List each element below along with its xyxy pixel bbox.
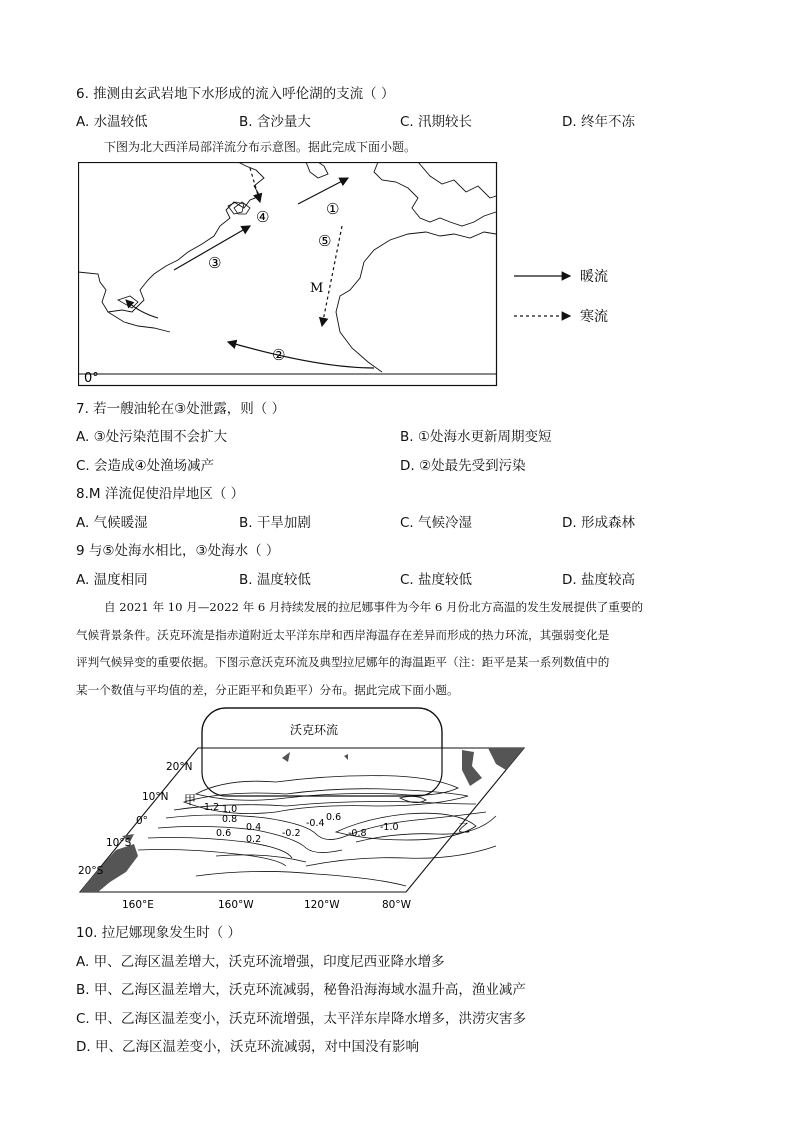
legend-warm-label: 暖流	[580, 269, 608, 285]
contour-label-0.2: 0.2	[246, 834, 262, 845]
contour-label-0.8: 0.8	[222, 814, 238, 825]
q8-option-b: B. 干旱加剧	[239, 515, 311, 531]
q10-stem: 10. 拉尼娜现象发生时（ ）	[76, 925, 242, 941]
contour-label-0.6: 0.6	[216, 828, 232, 839]
q10-option-b: B. 甲、乙海区温差增大，沃克环流减弱，秘鲁沿海海域水温升高，渔业减产	[76, 982, 526, 998]
q6-option-a: A. 水温较低	[76, 114, 148, 130]
lon-120w: 120°W	[304, 899, 340, 911]
contour-label-1.2: 1.2	[204, 802, 220, 813]
q6-option-c: C. 汛期较长	[400, 114, 473, 130]
lon-160w: 160°W	[218, 899, 254, 911]
contour-label-0.6b: 0.6	[326, 812, 342, 823]
q6-option-d: D. 终年不冻	[562, 114, 635, 130]
q9-option-c: C. 盐度较低	[400, 572, 473, 588]
walker-circulation-label: 沃克环流	[290, 723, 339, 737]
q8-option-a: A. 气候暖湿	[76, 515, 148, 531]
contour-label-neg0.4: -0.4	[306, 818, 325, 829]
q9-option-a: A. 温度相同	[76, 572, 148, 588]
contour-label-neg0.2: -0.2	[282, 828, 301, 839]
contour-label-neg0.8: -0.8	[348, 828, 367, 839]
label-1: ①	[326, 200, 340, 218]
q7-option-a: A. ③处污染范围不会扩大	[76, 429, 228, 445]
lat-20s: 20°S	[78, 865, 104, 877]
q7-option-c: C. 会造成④处渔场减产	[76, 458, 215, 474]
contour-label-neg1.0: -1.0	[380, 822, 399, 833]
q7-stem: 7. 若一艘油轮在③处泄露，则（ ）	[76, 401, 286, 417]
contour-label-0.4: 0.4	[246, 822, 262, 833]
equator-label: 0°	[84, 371, 99, 386]
q8-option-c: C. 气候冷湿	[400, 515, 473, 531]
lat-10s: 10°S	[106, 837, 132, 849]
lat-10n: 10°N	[142, 791, 169, 803]
intro-map1: 下图为北大西洋局部洋流分布示意图。据此完成下面小题。	[104, 140, 417, 154]
label-m: M	[310, 281, 324, 296]
intro2-line-3: 评判气候异变的重要依据。下图示意沃克环流及典型拉尼娜年的海温距平（注：距平是某一系列数值中的	[76, 655, 610, 670]
q7-option-d: D. ②处最先受到污染	[400, 458, 526, 474]
lat-20n: 20°N	[166, 761, 193, 773]
q9-option-b: B. 温度较低	[239, 572, 311, 588]
intro2-line-4: 某一个数值与平均值的差，分正距平和负距平）分布。据此完成下面小题。	[76, 682, 459, 697]
q6-option-b: B. 含沙量大	[239, 114, 311, 130]
q9-stem: 9 与⑤处海水相比，③处海水（ ）	[76, 543, 280, 559]
label-2: ②	[272, 346, 286, 364]
label-3: ③	[208, 254, 222, 272]
q10-option-a: A. 甲、乙海区温差增大，沃克环流增强，印度尼西亚降水增多	[76, 954, 445, 970]
q8-stem: 8.M 洋流促使沿岸地区（ ）	[76, 486, 245, 502]
intro-la-nina	[76, 594, 722, 704]
q10-option-d: D. 甲、乙海区温差变小，沃克环流减弱，对中国没有影响	[76, 1039, 419, 1055]
intro2-line-2: 气候背景条件。沃克环流是指赤道附近太平洋东岸和西岸海温存在差异而形成的热力环流，其强弱变化是	[76, 627, 610, 642]
lat-0: 0°	[136, 815, 148, 827]
region-jia: 甲	[184, 793, 197, 807]
region-yi: 乙	[458, 821, 471, 835]
walker-circulation-map	[76, 706, 536, 916]
atlantic-current-map	[78, 162, 638, 392]
map-frame	[79, 163, 497, 386]
q9-option-d: D. 盐度较高	[562, 572, 635, 588]
lon-80w: 80°W	[382, 899, 411, 911]
q10-option-c: C. 甲、乙海区温差变小，沃克环流增强，太平洋东岸降水增多，洪涝灾害多	[76, 1011, 527, 1027]
legend-cold-label: 寒流	[580, 309, 608, 325]
contour-label-1.0: 1.0	[222, 804, 238, 815]
q8-option-d: D. 形成森林	[562, 515, 635, 531]
q6-stem: 6. 推测由玄武岩地下水形成的流入呼伦湖的支流（ ）	[76, 86, 395, 102]
label-4: ④	[256, 208, 270, 226]
q7-option-b: B. ①处海水更新周期变短	[400, 429, 552, 445]
intro2-line-1: 自 2021 年 10 月—2022 年 6 月持续发展的拉尼娜事件为今年 6 月份北方高温的发生发展提供了重要的	[104, 600, 644, 614]
label-5: ⑤	[318, 232, 332, 250]
lon-160e: 160°E	[122, 899, 154, 911]
